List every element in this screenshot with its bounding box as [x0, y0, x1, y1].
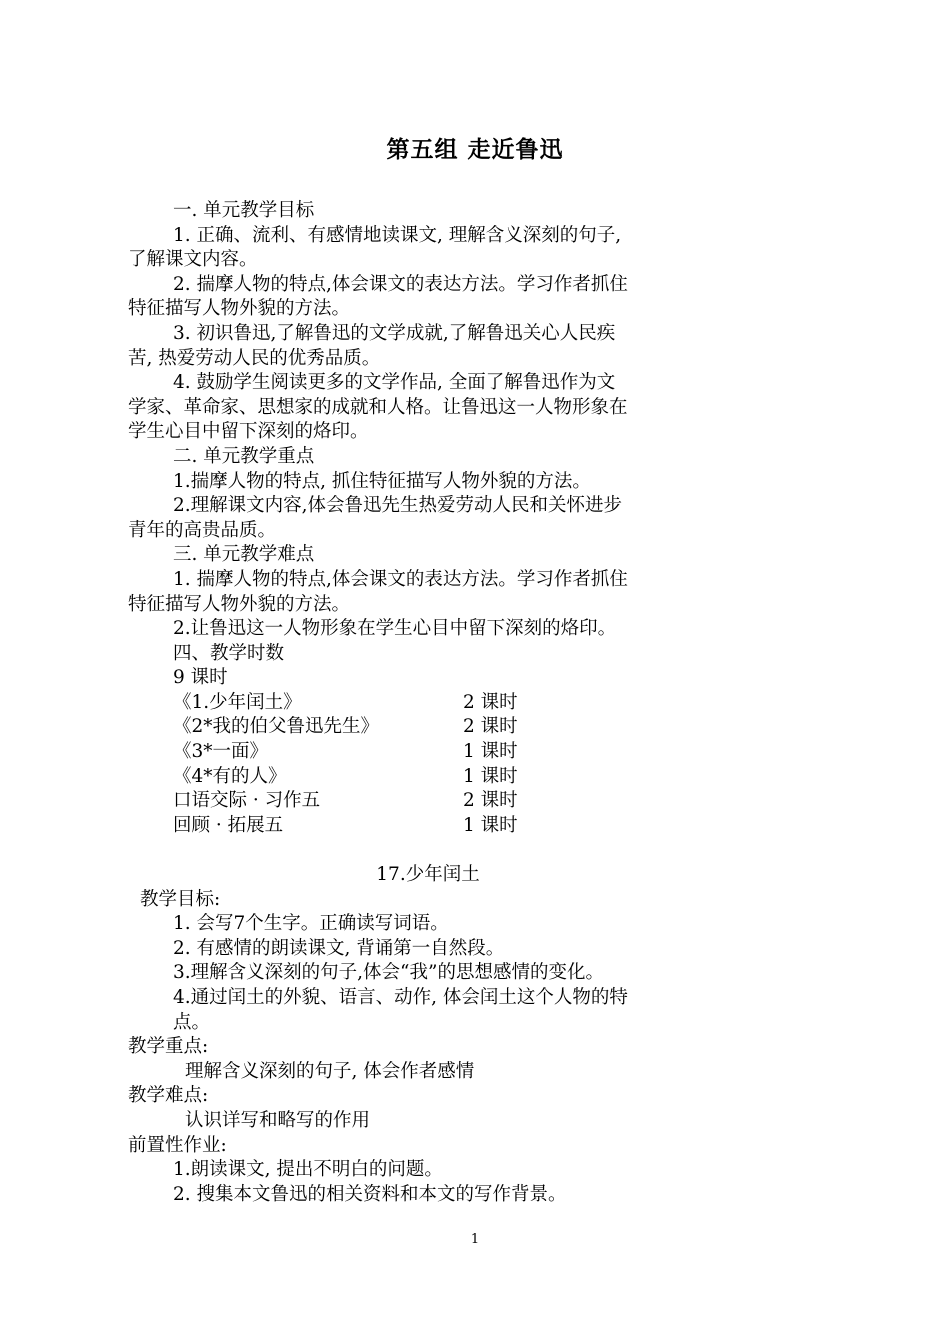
focus-1-line-1: 1.揣摩人物的特点, 抓住特征描写人物外貌的方法。 [173, 470, 591, 492]
difficulty-1-line-1: 1. 揣摩人物的特点,体会课文的表达方法。学习作者抓住 [173, 568, 628, 590]
schedule-item-hours: 2 课时 [463, 691, 518, 713]
lesson-goal-1: 1. 会写7个生字。正确读写词语。 [173, 913, 449, 935]
lesson-focus-text: 理解含义深刻的句子, 体会作者感情 [185, 1060, 475, 1082]
schedule-item-hours: 2 课时 [463, 790, 518, 812]
lesson-goal-4-line-1: 4.通过闰土的外貌、语言、动作, 体会闰土这个人物的特 [173, 987, 628, 1008]
schedule-row [128, 765, 728, 790]
schedule-item-hours: 1 课时 [463, 814, 518, 836]
document-body [128, 199, 728, 1207]
goal-3-line-2: 苦, 热爱劳动人民的优秀品质。 [128, 347, 381, 369]
goal-3-line-1: 3. 初识鲁迅,了解鲁迅的文学成就,了解鲁迅关心人民疾 [173, 322, 616, 344]
schedule-item-hours: 1 课时 [463, 741, 518, 763]
lesson-prework-2: 2. 搜集本文鲁迅的相关资料和本文的写作背景。 [173, 1183, 567, 1205]
schedule-item-name: 《2*我的伯父鲁迅先生》 [173, 716, 380, 738]
lesson-goal-4-line-2: 点。 [173, 1011, 211, 1033]
page-title: 第五组 走近鲁迅 [386, 137, 564, 163]
difficulty-2-line-1: 2.让鲁迅这一人物形象在学生心目中留下深刻的烙印。 [173, 618, 617, 640]
schedule-row [128, 740, 728, 765]
hours-total: 9 课时 [173, 667, 228, 689]
schedule-item-name: 回顾 · 拓展五 [173, 814, 284, 836]
spacer [128, 838, 728, 863]
lesson-goal-2: 2. 有感情的朗读课文, 背诵第一自然段。 [173, 937, 505, 959]
section-heading-difficulty: 三. 单元教学难点 [173, 544, 315, 566]
lesson-goal-3: 3.理解含义深刻的句子,体会“我”的思想感情的变化。 [173, 962, 604, 984]
schedule-item-hours: 2 课时 [463, 716, 518, 738]
goal-1-line-2: 了解课文内容。 [128, 249, 258, 271]
lesson-goals-label: 教学目标: [140, 888, 221, 910]
goal-1-line-1: 1. 正确、流利、有感情地读课文, 理解含义深刻的句子, [173, 224, 622, 246]
goal-4-line-3: 学生心目中留下深刻的烙印。 [128, 421, 369, 443]
schedule-row [128, 814, 728, 839]
lesson-prework-label: 前置性作业: [128, 1134, 227, 1156]
goal-2-line-1: 2. 揣摩人物的特点,体会课文的表达方法。学习作者抓住 [173, 273, 628, 295]
section-heading-focus: 二. 单元教学重点 [173, 445, 315, 467]
lesson-title: 17.少年闰土 [376, 864, 480, 886]
page-number: 1 [470, 1232, 480, 1247]
section-heading-hours: 四、教学时数 [173, 642, 285, 664]
lesson-prework-1: 1.朗读课文, 提出不明白的问题。 [173, 1159, 443, 1181]
schedule-item-name: 《1.少年闰土》 [173, 691, 302, 713]
goal-4-line-2: 学家、革命家、思想家的成就和人格。让鲁迅这一人物形象在 [128, 396, 628, 418]
schedule-item-hours: 1 课时 [463, 765, 518, 787]
lesson-focus-label: 教学重点: [128, 1036, 209, 1058]
goal-2-line-2: 特征描写人物外貌的方法。 [128, 298, 351, 320]
schedule-item-name: 口语交际 · 习作五 [173, 790, 321, 812]
schedule-row [128, 789, 728, 814]
focus-2-line-2: 青年的高贵品质。 [128, 519, 277, 541]
schedule-row [128, 715, 728, 740]
focus-2-line-1: 2.理解课文内容,体会鲁迅先生热爱劳动人民和关怀进步 [173, 495, 623, 517]
difficulty-1-line-2: 特征描写人物外貌的方法。 [128, 593, 351, 615]
schedule-item-name: 《3*一面》 [173, 741, 269, 763]
schedule-item-name: 《4*有的人》 [173, 765, 287, 787]
schedule-row [128, 691, 728, 716]
lesson-difficulty-label: 教学难点: [128, 1085, 209, 1107]
lesson-difficulty-text: 认识详写和略写的作用 [185, 1109, 371, 1131]
goal-4-line-1: 4. 鼓励学生阅读更多的文学作品, 全面了解鲁迅作为文 [173, 372, 616, 394]
section-heading-goals: 一. 单元教学目标 [173, 200, 315, 221]
